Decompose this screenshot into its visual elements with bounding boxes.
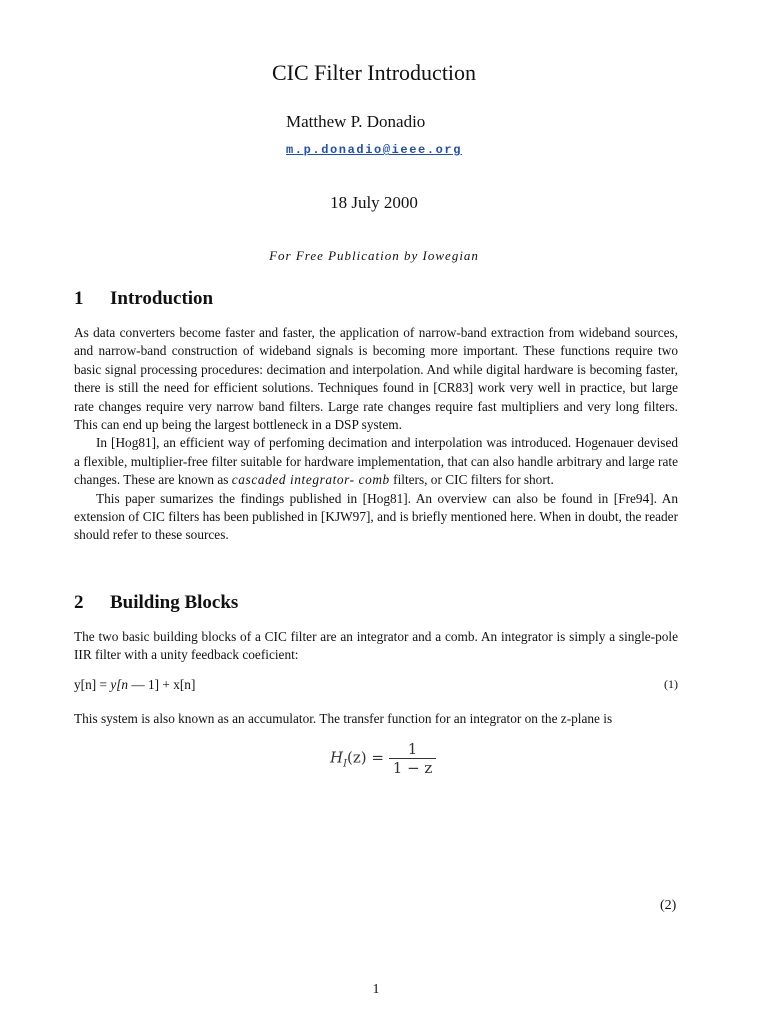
section-2-title: Building Blocks xyxy=(110,592,239,613)
author-name: Matthew P. Donadio xyxy=(286,112,426,131)
equation-1-number: (1) xyxy=(664,677,678,691)
paper-title: CIC Filter Introduction xyxy=(271,60,477,85)
section-2-paragraph-1: The two basic building blocks of a CIC filter are an integrator and a comb. An integrator is simply a single-pole IIR filter with a unity feedback coeficient: xyxy=(74,629,678,663)
equation-2-number: (2) xyxy=(660,898,677,913)
equation-2: $H_I(z)$ = $\frac{1}{1 - z}$ xyxy=(330,740,436,777)
equation-2-fraction: $\frac{1}{1 - z}$ xyxy=(389,740,437,777)
author-email-link[interactable]: m.p.donadio@ieee.org xyxy=(286,143,463,157)
section-1-body xyxy=(74,324,678,545)
section-1-paragraph-2: In [Hog81], an efficient way of perfoming decimation and interpolation was introduced. Hogenauer devised a flexible, multiplier-free filter suitable for hardware implementation, that can also handle arbitrary and large rate changes. These are known as cascaded integrator- comb filters, or CIC filters for short. xyxy=(74,435,678,488)
section-1-paragraph-3: This paper sumarizes the findings published in [Hog81]. An overview can also be found in [Fre94]. An extension of CIC filters has been published in [KJW97], and is briefly mentioned here. When in doubt, the reader should refer to these sources. xyxy=(74,490,678,543)
cic-term: cascaded integrator- comb xyxy=(231,472,390,488)
section-2-paragraph-2: This system is also known as an accumulator. The transfer function for an integrator on the z-plane is xyxy=(74,711,613,726)
section-1-paragraph-1: As data converters become faster and faster, the application of narrow-band extraction from wideband sources, and narrow-band construction of wideband signals is becoming more important. These functions require two basic signal processing procedures: decimation and interpolation. And while digital hardware is becoming faster, there is still the need for efficient solutions. Techniques found in [CR83] work very well in practice, but large rate changes require very narrow band filters. Large rate changes require fast multipliers and very long filters. This can end up being the largest bottleneck in a DSP system. xyxy=(74,325,678,433)
equation-1: y[n] = y[n — 1] + x[n] (1) xyxy=(74,677,678,692)
section-2-number: 2 xyxy=(74,592,84,613)
section-1-title: Introduction xyxy=(110,288,214,309)
publication-note: For Free Publication by Iowegian xyxy=(269,248,479,263)
page-number: 1 xyxy=(372,982,380,997)
section-1-heading xyxy=(74,288,213,310)
paper-date: 18 July 2000 xyxy=(330,193,418,212)
section-1-number: 1 xyxy=(74,288,84,309)
section-2-heading xyxy=(74,592,238,614)
